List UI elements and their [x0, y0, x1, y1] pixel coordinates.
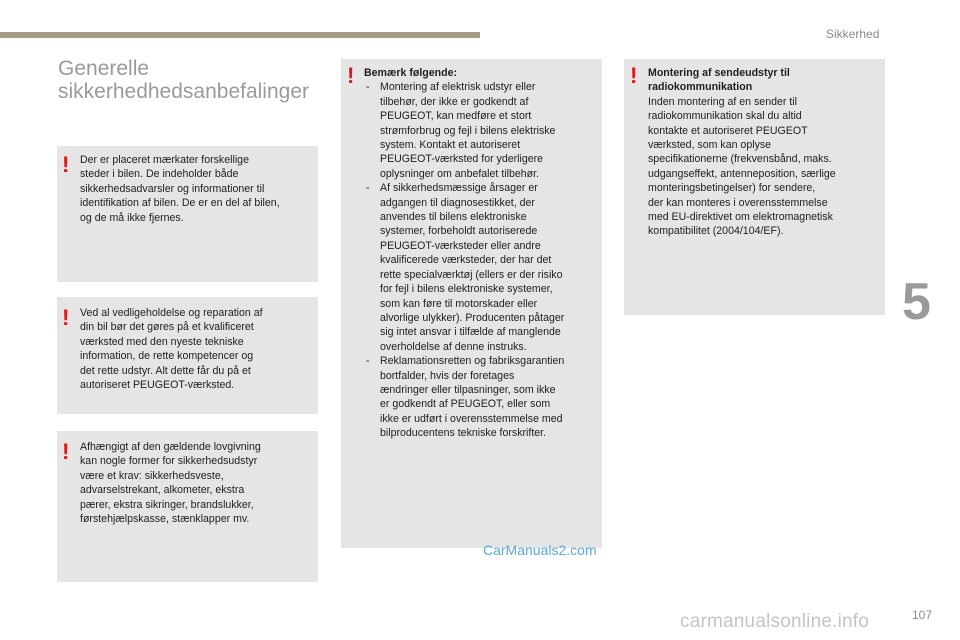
text-line: ændringer eller tilpasninger, som ikke: [380, 383, 556, 396]
warning-heading: Bemærk følgende:: [364, 67, 458, 79]
warning-box-labels: [57, 146, 318, 282]
text-line: systemer, forbeholdt autoriserede: [380, 225, 538, 238]
text-line: advarselstrekant, alkometer, ekstra: [80, 484, 245, 497]
text-line: PEUGEOT, kan medføre et stort: [380, 110, 532, 123]
text-line: med EU-direktivet om elektromagnetisk: [648, 211, 833, 224]
page-title: [58, 57, 338, 103]
warning-heading: Montering af sendeudstyr til: [648, 67, 790, 79]
text-line: steder i bilen. De indeholder både: [80, 168, 239, 181]
text-line: værksted, som kan oplyse: [648, 139, 772, 152]
warning-box-maintenance: [57, 297, 318, 414]
warning-box-radio-transmitter: [624, 59, 885, 315]
text-line: - Af sikkerhedsmæssige årsager er: [380, 182, 538, 195]
text-line: bortfalder, hvis der foretages: [380, 369, 515, 382]
text-line: PEUGEOT-værksteder eller andre: [380, 239, 541, 252]
text-line: adgangen til diagnosestikket, der: [380, 196, 535, 209]
text-line: system. Kontakt et autoriseret: [380, 139, 521, 152]
text-line: din bil bør det gøres på et kvalificeret: [80, 321, 254, 334]
text-line: er godkendt af PEUGEOT, eller som: [380, 398, 551, 411]
text-line: specifikationerne (frekvensbånd, maks.: [648, 153, 832, 166]
warning-icon: !: [62, 305, 70, 330]
footer-site-link[interactable]: carmanualsonline.info: [680, 611, 870, 632]
warning-text: [364, 66, 600, 441]
warning-list: [364, 80, 600, 440]
header-rule: [0, 32, 480, 38]
warning-box-safety-equipment: [57, 431, 318, 582]
text-line: kvalificerede værksteder, der har det: [380, 254, 552, 267]
text-line: Ved al vedligeholdelse og reparation af: [80, 307, 263, 319]
page-title-line1: Generelle: [58, 57, 150, 80]
text-line: der kan monteres i overensstemmelse: [648, 196, 828, 209]
text-line: strømforbrug og fejl i bilens elektriske: [380, 124, 556, 137]
warning-box-accessories: [341, 59, 602, 548]
warning-text: [648, 66, 883, 239]
text-line: førstehjælpskasse, stænklapper mv.: [80, 513, 250, 526]
text-line: information, de rette kompetencer og: [80, 350, 254, 363]
text-line: sikkerhedsadvarsler og informationer til: [80, 182, 265, 195]
watermark-link[interactable]: CarManuals2.com: [483, 542, 597, 558]
section-label: Sikkerhed: [826, 27, 880, 41]
text-line: identifikation af bilen. De er en del af bilen,: [80, 197, 280, 210]
text-line: kontakte et autoriseret PEUGEOT: [648, 124, 808, 137]
text-line: for fejl i bilens elektroniske systemer,: [380, 283, 553, 296]
text-line: PEUGEOT-værksted for yderligere: [380, 153, 544, 166]
warning-icon: !: [630, 63, 638, 88]
warning-icon: !: [62, 152, 70, 177]
chapter-number: 5: [902, 273, 931, 331]
text-line: rette specialværktøj (ellers er der risiko: [380, 268, 563, 281]
text-line: autoriseret PEUGEOT-værksted.: [80, 379, 235, 392]
list-item: [364, 80, 600, 181]
text-line: kan nogle former for sikkerhedsudstyr: [80, 455, 258, 468]
warning-text: [80, 306, 316, 392]
text-line: monteringsbetingelser) for sendere,: [648, 182, 816, 195]
text-line: overholdelse af denne instruks.: [380, 340, 527, 353]
text-line: det rette udstyr. Alt dette får du på et: [80, 364, 251, 377]
warning-heading: radiokommunikation: [648, 81, 753, 94]
warning-icon: !: [347, 63, 355, 88]
text-line: værksted med den nyeste tekniske: [80, 335, 244, 348]
text-line: sig intet ansvar i tilfælde af manglende: [380, 326, 561, 339]
text-line: og de må ikke fjernes.: [80, 211, 184, 224]
text-line: Der er placeret mærkater forskellige: [80, 154, 249, 166]
warning-text: [80, 440, 316, 526]
text-line: tilbehør, der ikke er godkendt af: [380, 95, 529, 108]
text-line: alvorlige ulykker). Producenten påtager: [380, 311, 565, 324]
list-item: [364, 181, 600, 354]
text-line: radiokommunikation skal du altid: [648, 110, 802, 123]
list-item: [364, 354, 600, 440]
text-line: ikke er udført i overensstemmelse med: [380, 412, 563, 425]
text-line: - Montering af elektrisk udstyr eller: [380, 81, 536, 94]
text-line: udgangseffekt, antenneposition, særlige: [648, 167, 836, 180]
page-number: 107: [912, 608, 933, 622]
warning-icon: !: [62, 439, 70, 464]
text-line: bilproducentens tekniske forskrifter.: [380, 427, 547, 440]
warning-text: [80, 153, 316, 225]
text-line: Inden montering af en sender til: [648, 95, 797, 108]
text-line: anvendes til bilens elektroniske: [380, 211, 527, 224]
text-line: - Reklamationsretten og fabriksgarantien: [380, 355, 565, 368]
text-line: være et krav: sikkerhedsveste,: [80, 469, 224, 482]
page-title-line2: sikkerhedhedsanbefalinger: [58, 80, 310, 103]
text-line: oplysninger om anbefalet tilbehør.: [380, 167, 539, 180]
text-line: Afhængigt af den gældende lovgivning: [80, 441, 261, 453]
text-line: som kan føre til motorskader eller: [380, 297, 538, 310]
text-line: pærer, ekstra sikringer, brandslukker,: [80, 498, 254, 511]
text-line: kompatibilitet (2004/104/EF).: [648, 225, 784, 238]
